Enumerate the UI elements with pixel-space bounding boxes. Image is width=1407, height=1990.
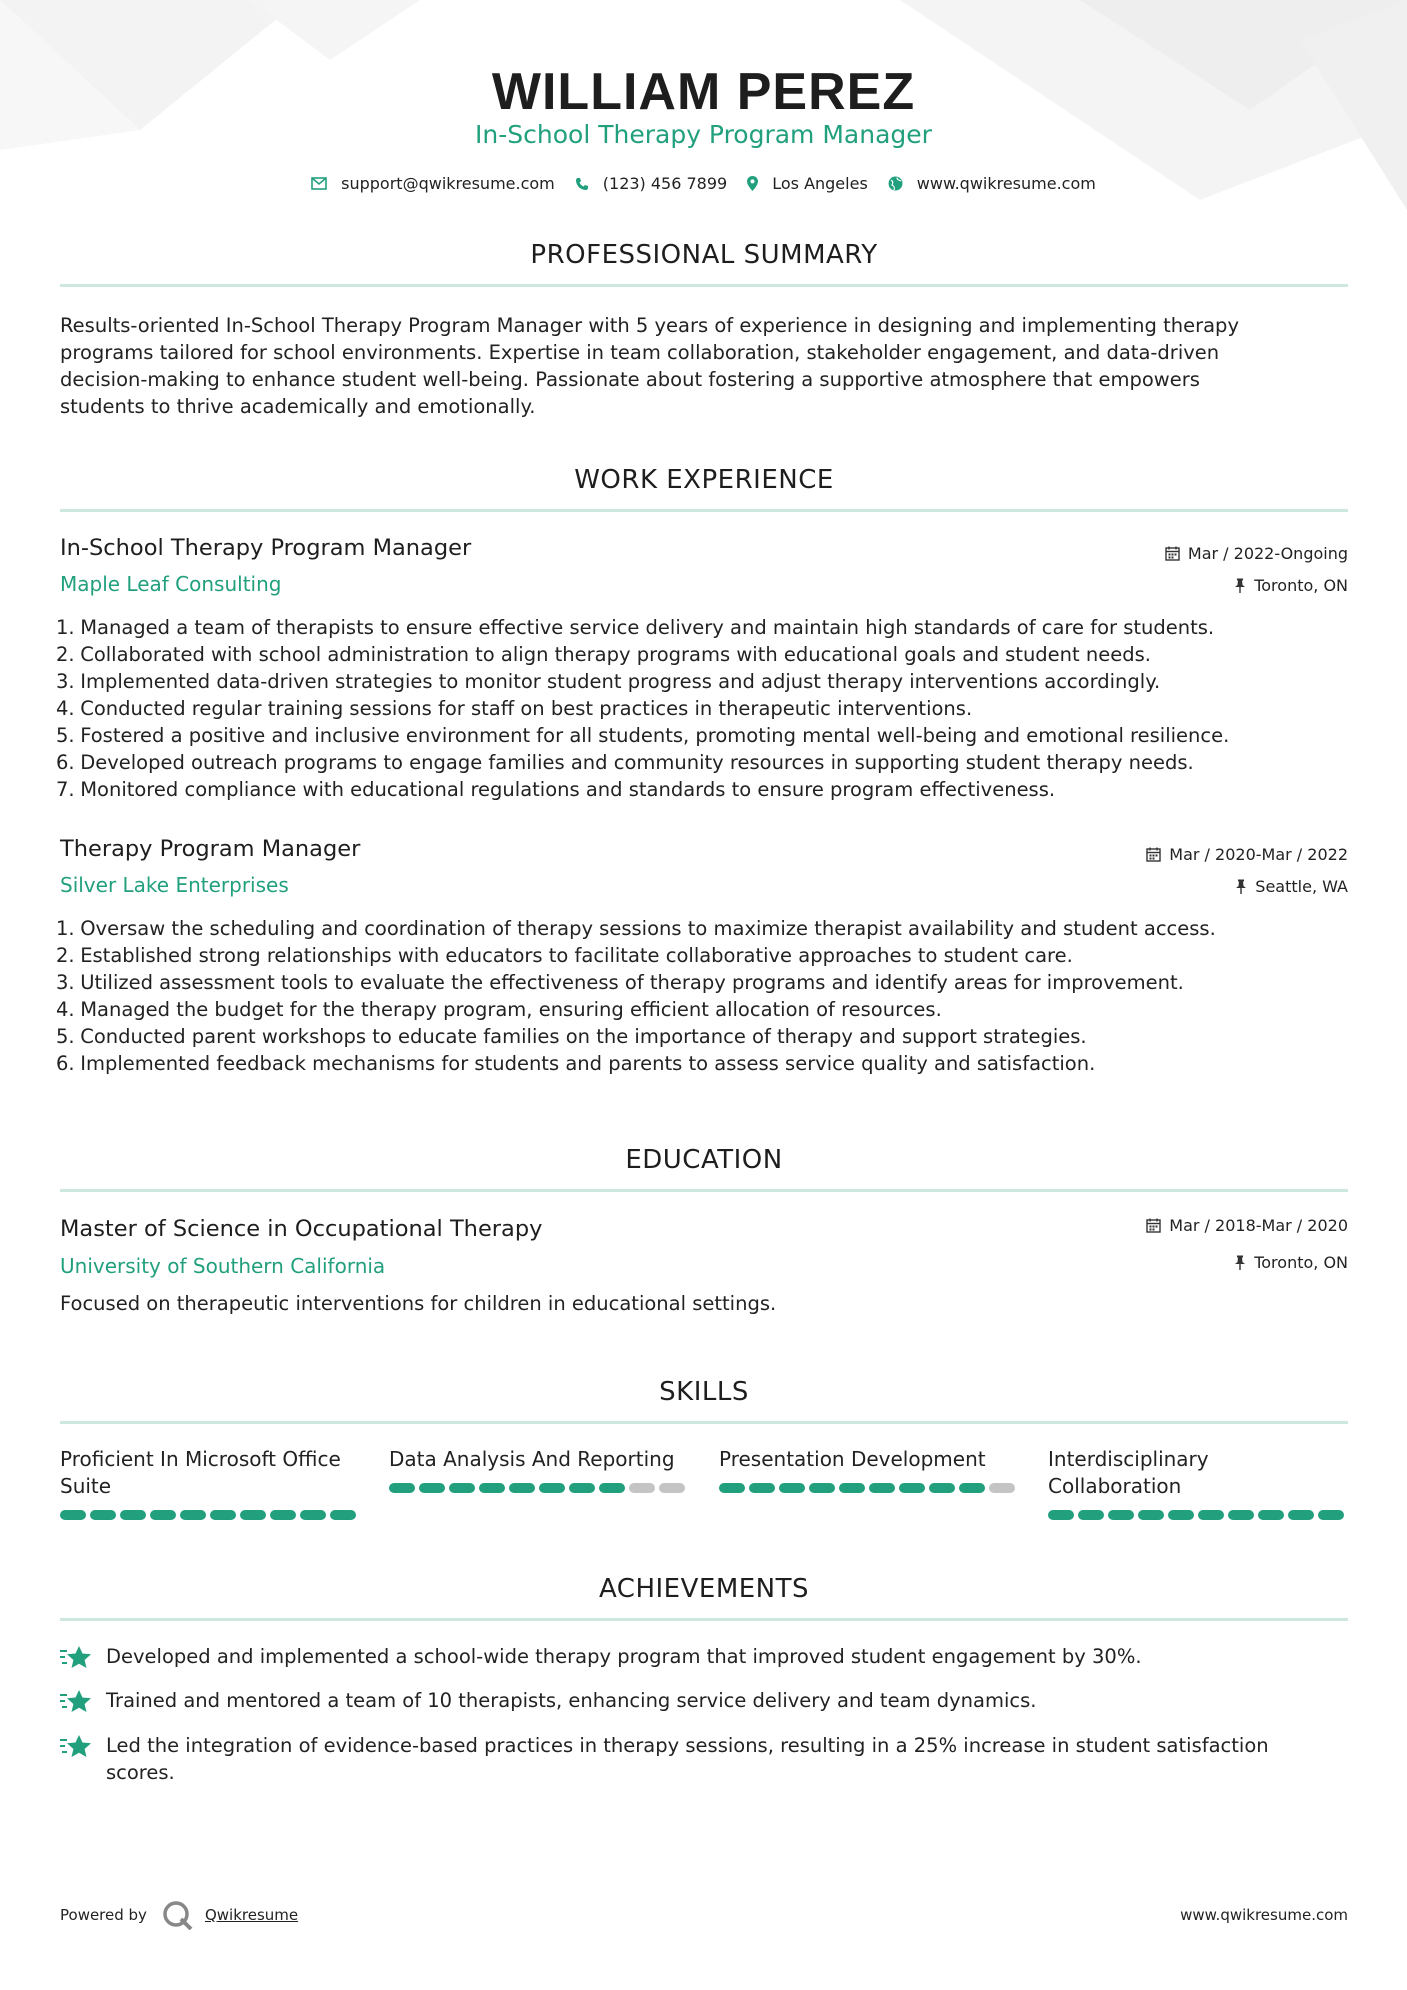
- job-location: [1235, 877, 1348, 896]
- skill-rating: [60, 1510, 356, 1520]
- skill-segment-filled: [180, 1510, 206, 1520]
- skill-label: Interdisciplinary Collaboration: [1048, 1447, 1209, 1498]
- skill-segment-filled: [1168, 1510, 1194, 1520]
- skill-segment-filled: [1138, 1510, 1164, 1520]
- skill-segment-filled: [90, 1510, 116, 1520]
- skill-segment-filled: [749, 1483, 775, 1493]
- summary-line: students to thrive academically and emotionally.: [60, 395, 536, 418]
- phone-icon: [575, 177, 589, 191]
- calendar-icon: [1165, 546, 1180, 561]
- job-company: Silver Lake Enterprises: [60, 873, 289, 897]
- skill-segment-filled: [719, 1483, 745, 1493]
- skill-segment-filled: [150, 1510, 176, 1520]
- calendar-icon: [1146, 847, 1161, 862]
- summary-line: Results-oriented In-School Therapy Program Manager with 5 years of experience in designing and implementing therapy: [60, 314, 1239, 337]
- skill-segment-filled: [809, 1483, 835, 1493]
- list-item: 5. Fostered a positive and inclusive environment for all students, promoting mental well-being and emotional resilience.: [56, 724, 1230, 747]
- skill-segment-filled: [899, 1483, 925, 1493]
- education-school: University of Southern California: [60, 1254, 386, 1278]
- skill-segment-filled: [779, 1483, 805, 1493]
- star-award-icon: [60, 1643, 106, 1676]
- job-responsibilities: [56, 915, 1360, 1077]
- star-award-icon: [60, 1732, 106, 1786]
- skill-segment-filled: [300, 1510, 326, 1520]
- contact-bar: [0, 174, 1407, 193]
- skill-segment-filled: [959, 1483, 985, 1493]
- education-location-text: Toronto, ON: [1254, 1253, 1348, 1272]
- skill-segment-empty: [659, 1483, 685, 1493]
- education-degree: Master of Science in Occupational Therapy: [60, 1216, 543, 1242]
- skill-segment-empty: [989, 1483, 1015, 1493]
- skill-item: [60, 1446, 360, 1500]
- skill-segment-filled: [1108, 1510, 1134, 1520]
- contact-location: [747, 174, 868, 193]
- achievements-heading: ACHIEVEMENTS: [598, 1574, 810, 1604]
- list-item: 1. Oversaw the scheduling and coordination of therapy sessions to maximize therapist availability and student access.: [56, 917, 1216, 940]
- job-location-text: Seattle, WA: [1255, 877, 1348, 896]
- skill-segment-filled: [1078, 1510, 1104, 1520]
- skill-segment-filled: [869, 1483, 895, 1493]
- job-location-text: Toronto, ON: [1254, 576, 1348, 595]
- envelope-icon: [311, 177, 327, 190]
- list-item: 2. Established strong relationships with educators to facilitate collaborative approaches to student care.: [56, 944, 1073, 967]
- skill-rating: [1048, 1510, 1344, 1520]
- job-date-text: Mar / 2020-Mar / 2022: [1169, 845, 1348, 864]
- website-text[interactable]: www.qwikresume.com: [916, 174, 1096, 193]
- skills-heading: SKILLS: [659, 1377, 749, 1407]
- map-pin-icon: [747, 176, 758, 191]
- qwikresume-link[interactable]: Qwikresume: [204, 1906, 299, 1924]
- skills-divider: [60, 1421, 1348, 1424]
- list-item: 4. Managed the budget for the therapy program, ensuring efficient allocation of resources.: [56, 998, 942, 1021]
- summary-line: programs tailored for school environments. Expertise in team collaboration, stakeholder engagement, and data-driven: [60, 341, 1220, 364]
- skill-segment-filled: [330, 1510, 356, 1520]
- achievement-item: [60, 1732, 1348, 1786]
- job-date: [1146, 845, 1348, 864]
- footer-website[interactable]: www.qwikresume.com: [1180, 1906, 1348, 1924]
- calendar-icon: [1146, 1218, 1161, 1233]
- skill-segment-filled: [599, 1483, 625, 1493]
- skill-segment-filled: [1288, 1510, 1314, 1520]
- achievement-text: Trained and mentored a team of 10 therapists, enhancing service delivery and team dynamics.: [106, 1689, 1037, 1712]
- skill-label: Presentation Development: [719, 1447, 986, 1471]
- skill-segment-filled: [509, 1483, 535, 1493]
- skill-segment-filled: [270, 1510, 296, 1520]
- job-title: In-School Therapy Program Manager: [60, 535, 472, 561]
- skill-segment-filled: [539, 1483, 565, 1493]
- skill-rating: [719, 1483, 1015, 1493]
- skill-segment-filled: [389, 1483, 415, 1493]
- job-date: [1165, 544, 1348, 563]
- skill-item: [719, 1446, 1019, 1473]
- qwikresume-logo-icon: [161, 1900, 195, 1930]
- skill-segment-filled: [569, 1483, 595, 1493]
- education-heading: EDUCATION: [625, 1145, 783, 1175]
- job-location: [1234, 576, 1348, 595]
- list-item: 4. Conducted regular training sessions for staff on best practices in therapeutic interventions.: [56, 697, 973, 720]
- job-company: Maple Leaf Consulting: [60, 572, 282, 596]
- contact-website: [888, 174, 1096, 193]
- job-title: Therapy Program Manager: [60, 836, 361, 862]
- location-text: Los Angeles: [772, 174, 868, 193]
- contact-phone: [575, 174, 727, 193]
- list-item: 5. Conducted parent workshops to educate families on the importance of therapy and support strategies.: [56, 1025, 1087, 1048]
- job-responsibilities: [56, 614, 1360, 803]
- experience-divider: [60, 509, 1348, 512]
- job-date-text: Mar / 2022-Ongoing: [1187, 544, 1348, 563]
- achievement-text: Led the integration of evidence-based practices in therapy sessions, resulting in a 25% increase in student satisfaction scores.: [106, 1734, 1269, 1784]
- list-item: 6. Developed outreach programs to engage families and community resources in supporting student therapy needs.: [56, 751, 1194, 774]
- skill-rating: [389, 1483, 685, 1493]
- skill-segment-filled: [419, 1483, 445, 1493]
- experience-heading: WORK EXPERIENCE: [574, 465, 834, 495]
- summary-heading: PROFESSIONAL SUMMARY: [530, 240, 878, 270]
- achievement-item: [60, 1687, 1348, 1720]
- skill-item: [1048, 1446, 1348, 1500]
- list-item: 3. Implemented data-driven strategies to monitor student progress and adjust therapy interventions accordingly.: [56, 670, 1161, 693]
- contact-email: [311, 174, 555, 193]
- skill-item: [389, 1446, 689, 1473]
- skill-segment-filled: [449, 1483, 475, 1493]
- education-location: [1234, 1253, 1348, 1272]
- skill-segment-filled: [479, 1483, 505, 1493]
- achievement-text: Developed and implemented a school-wide therapy program that improved student engagement by 30%.: [106, 1645, 1142, 1668]
- skill-segment-filled: [240, 1510, 266, 1520]
- skill-label: Data Analysis And Reporting: [389, 1447, 675, 1471]
- skill-segment-empty: [629, 1483, 655, 1493]
- list-item: 7. Monitored compliance with educational regulations and standards to ensure program effectiveness.: [56, 778, 1056, 801]
- summary-text: [60, 312, 1348, 420]
- list-item: 2. Collaborated with school administration to align therapy programs with educational goals and student needs.: [56, 643, 1151, 666]
- skill-segment-filled: [1198, 1510, 1224, 1520]
- list-item: 1. Managed a team of therapists to ensure effective service delivery and maintain high standards of care for students.: [56, 616, 1215, 639]
- globe-icon: [888, 176, 903, 191]
- skill-label: Proficient In Microsoft Office Suite: [60, 1447, 341, 1498]
- summary-divider: [60, 284, 1348, 287]
- skill-segment-filled: [1318, 1510, 1344, 1520]
- achievement-item: [60, 1643, 1348, 1676]
- skill-segment-filled: [929, 1483, 955, 1493]
- skill-segment-filled: [210, 1510, 236, 1520]
- star-award-icon: [60, 1687, 106, 1720]
- skill-segment-filled: [60, 1510, 86, 1520]
- education-description: Focused on therapeutic interventions for children in educational settings.: [60, 1292, 777, 1315]
- footer-powered-by: [60, 1900, 298, 1930]
- skill-segment-filled: [120, 1510, 146, 1520]
- skill-segment-filled: [1048, 1510, 1074, 1520]
- phone-text: (123) 456 7899: [602, 174, 728, 193]
- skill-segment-filled: [1228, 1510, 1254, 1520]
- education-divider: [60, 1189, 1348, 1192]
- email-text[interactable]: support@qwikresume.com: [341, 174, 555, 193]
- pushpin-icon: [1234, 578, 1246, 593]
- education-date-text: Mar / 2018-Mar / 2020: [1169, 1216, 1348, 1235]
- list-item: 6. Implemented feedback mechanisms for students and parents to assess service quality and satisfaction.: [56, 1052, 1096, 1075]
- skill-segment-filled: [839, 1483, 865, 1493]
- candidate-title: In-School Therapy Program Manager: [475, 120, 932, 149]
- candidate-name: WILLIAM PEREZ: [491, 63, 916, 121]
- pushpin-icon: [1235, 879, 1247, 894]
- education-date: [1146, 1216, 1348, 1235]
- powered-by-label: Powered by: [60, 1906, 147, 1924]
- summary-line: decision-making to enhance student well-being. Passionate about fostering a supportive atmosphere that empowers: [60, 368, 1200, 391]
- pushpin-icon: [1234, 1255, 1246, 1270]
- skill-segment-filled: [1258, 1510, 1284, 1520]
- list-item: 3. Utilized assessment tools to evaluate the effectiveness of therapy programs and identify areas for improvement.: [56, 971, 1184, 994]
- achievements-divider: [60, 1618, 1348, 1621]
